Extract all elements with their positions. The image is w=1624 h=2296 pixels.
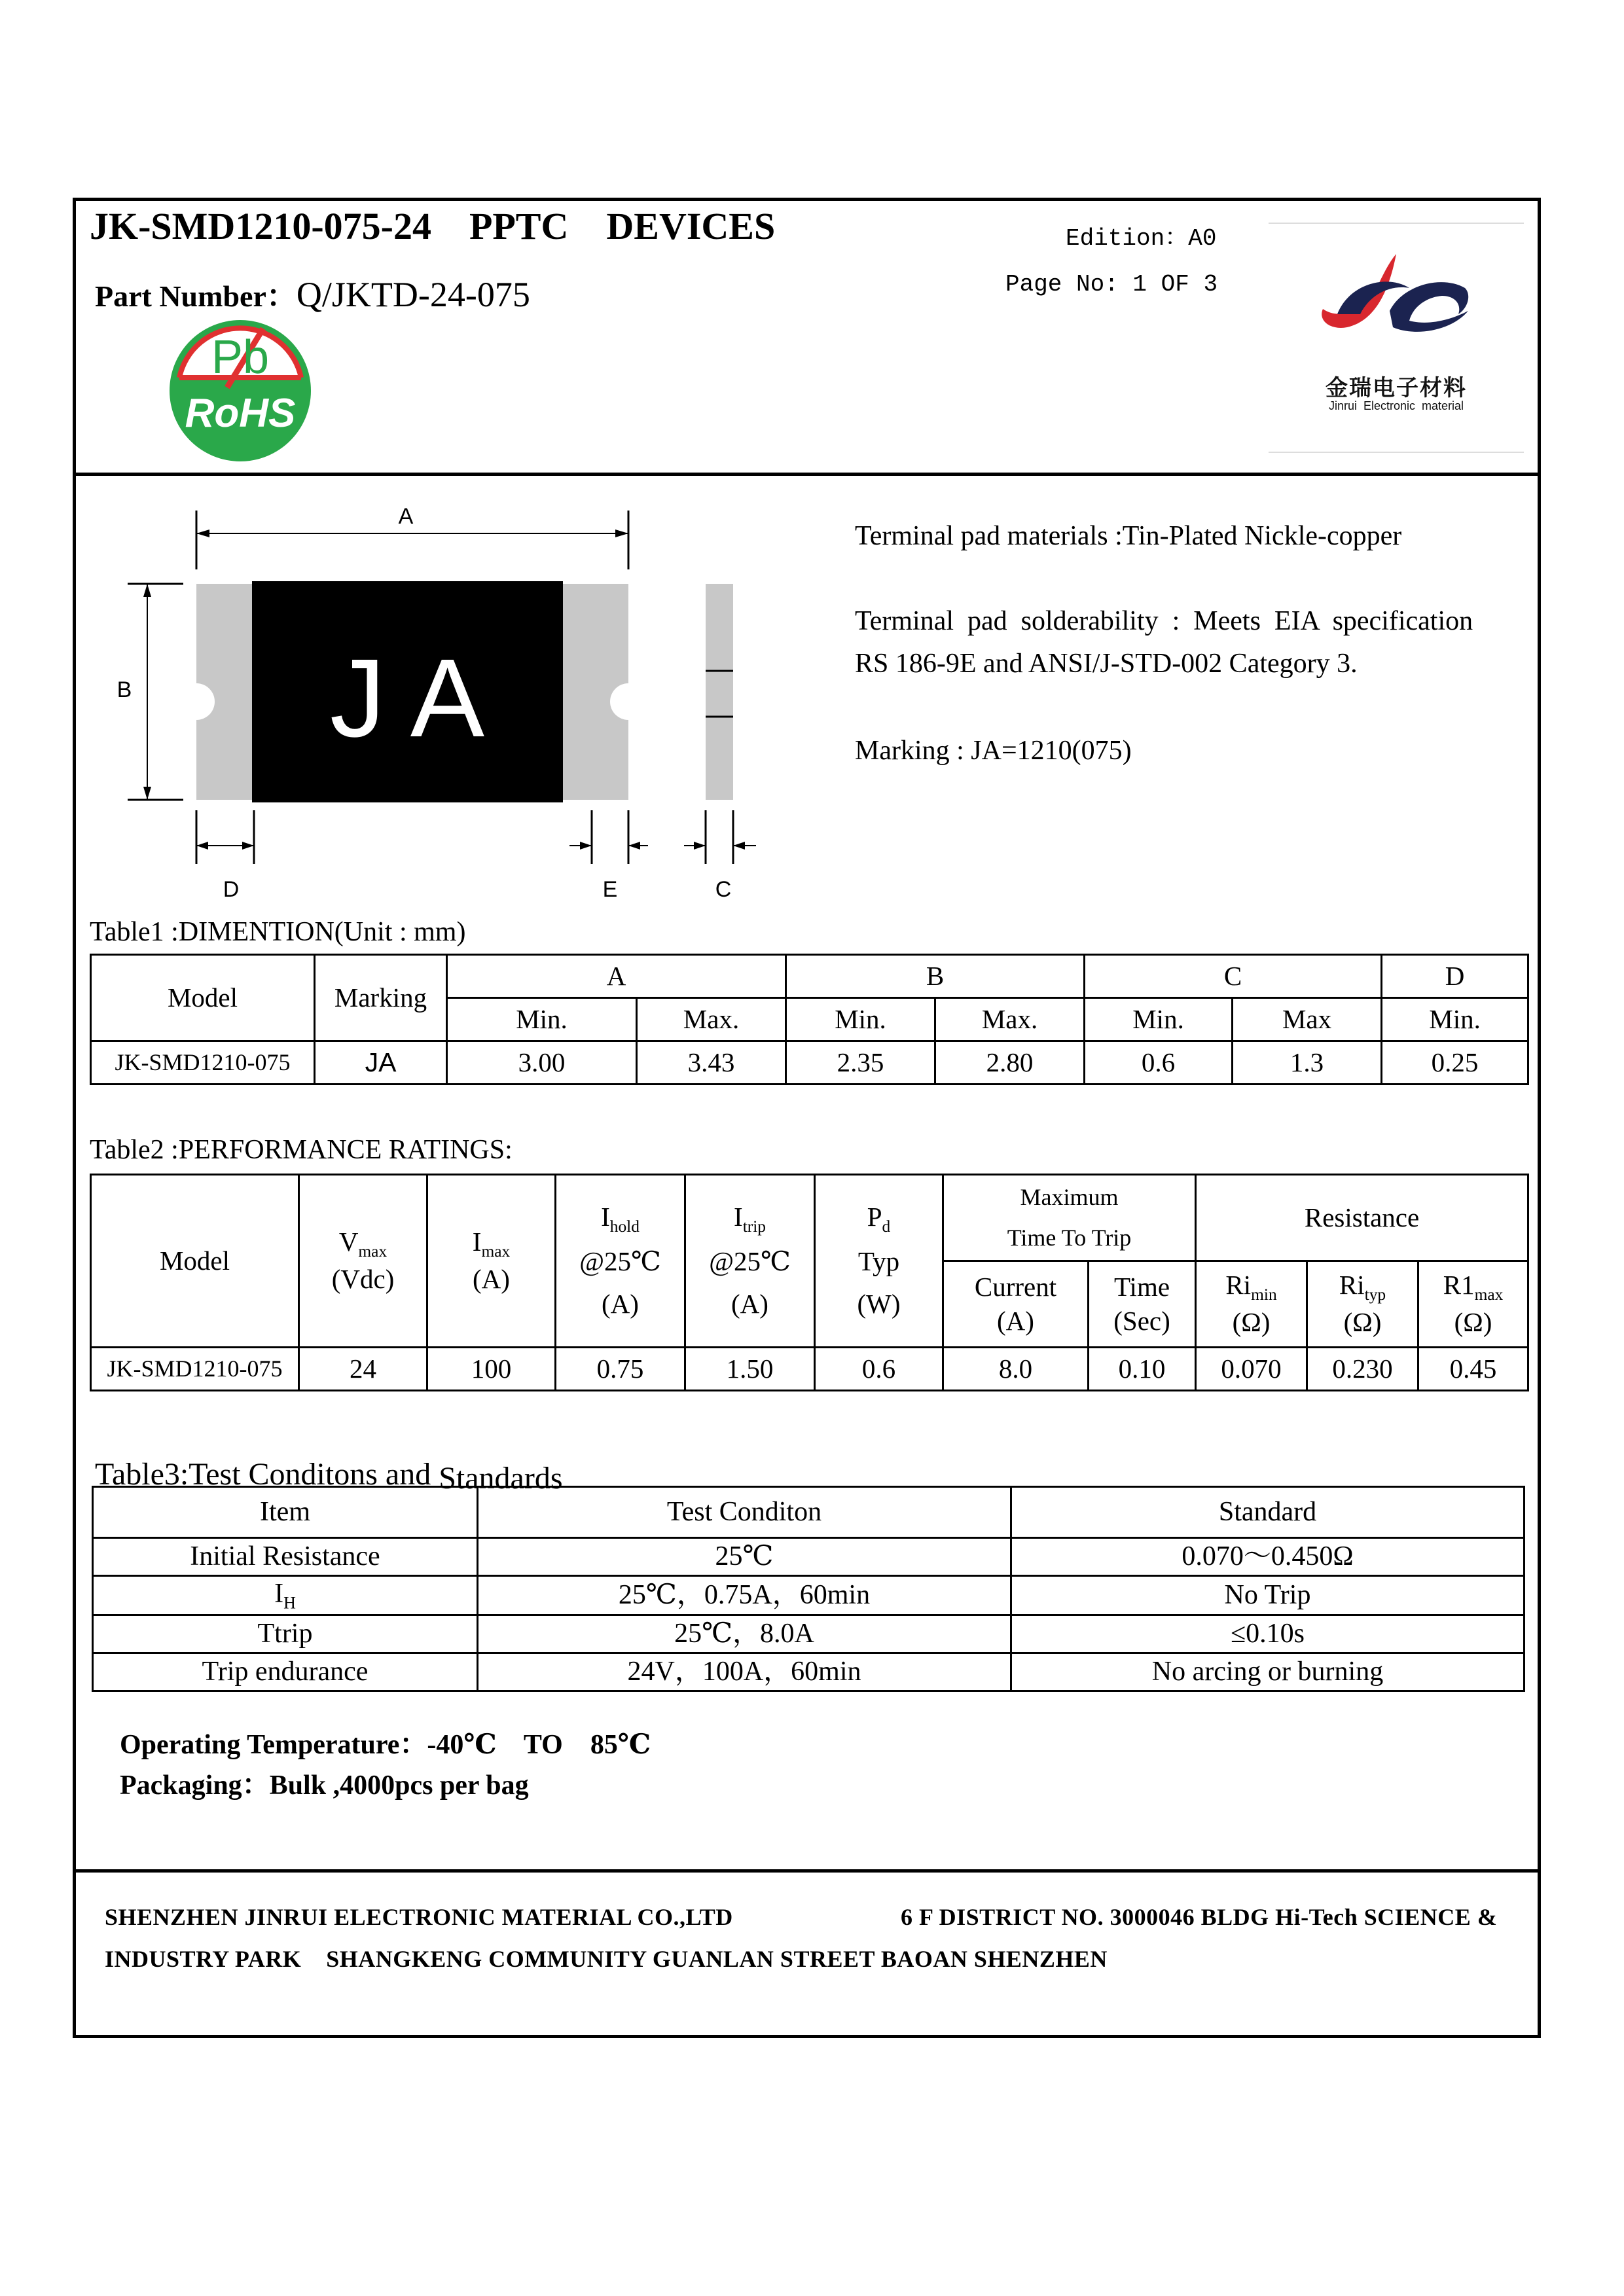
- t2-r1max-unit: (Ω): [1454, 1307, 1492, 1338]
- t2-cell: 0.75: [556, 1348, 685, 1391]
- document-title: JK-SMD1210-075-24 PPTC DEVICES: [90, 205, 776, 247]
- table3-caption-a: Table3:Test Conditons and: [95, 1457, 439, 1492]
- t2-rityp-symbol: Ri: [1339, 1270, 1365, 1300]
- footer-company: SHENZHEN JINRUI ELECTRONIC MATERIAL CO.,LTD: [105, 1904, 733, 1930]
- t3-std: No arcing or burning: [1011, 1653, 1525, 1691]
- t2-current-unit: (A): [997, 1305, 1034, 1336]
- t2-header-resistance: Resistance: [1196, 1175, 1528, 1261]
- t2-header-time: [1089, 1261, 1196, 1348]
- jinrui-emblem-icon: [1311, 249, 1481, 347]
- dim-label-d: D: [223, 877, 240, 902]
- t1-sub-b-max: Max.: [935, 998, 1085, 1041]
- t2-ihold-sub: hold: [609, 1217, 640, 1236]
- page-number: Page No: 1 OF 3: [1005, 271, 1218, 298]
- t1-sub-d-min: Min.: [1382, 998, 1528, 1041]
- t2-pd-symbol: P: [867, 1201, 882, 1232]
- part-number-label: Part Number：: [95, 279, 297, 313]
- footer-divider: [73, 1869, 1541, 1873]
- t2-cell: 0.6: [815, 1348, 943, 1391]
- t2-r1max-sub: max: [1474, 1285, 1504, 1304]
- t3-ih-symbol: I: [274, 1579, 284, 1609]
- t1-cell: 1.3: [1233, 1041, 1382, 1085]
- t3-std: ≤0.10s: [1011, 1615, 1525, 1653]
- t3-item: Initial Resistance: [93, 1538, 478, 1576]
- footer-address-1: 6 F DISTRICT NO. 3000046 BLDG Hi-Tech SCIENCE &: [901, 1904, 1498, 1930]
- t2-header-current: [943, 1261, 1089, 1348]
- operating-temperature: Operating Temperature：-40℃ TO 85℃: [120, 1730, 651, 1760]
- performance-table: [90, 1174, 1529, 1391]
- t3-std: No Trip: [1011, 1576, 1525, 1615]
- header-divider: [73, 473, 1541, 476]
- t2-header-r1max: [1418, 1261, 1528, 1348]
- t1-sub-a-min: Min.: [447, 998, 637, 1041]
- t2-time-label: Time: [1113, 1272, 1170, 1302]
- t1-cell: 0.25: [1382, 1041, 1528, 1085]
- t2-imax-sub: max: [481, 1242, 511, 1261]
- t2-pd-sub: d: [882, 1217, 891, 1236]
- table3-caption-b: Standards: [439, 1461, 563, 1496]
- t2-rimin-symbol: Ri: [1225, 1270, 1252, 1300]
- t2-ihold-unit: (A): [602, 1289, 639, 1319]
- t2-cell: 24: [299, 1348, 427, 1391]
- t2-vmax-symbol: V: [338, 1227, 359, 1257]
- solderability-line2: RS 186-9E and ANSI/J-STD-002 Category 3.: [855, 649, 1358, 679]
- t3-cond: 25℃，8.0A: [478, 1615, 1011, 1653]
- t1-sub-a-max: Max.: [637, 998, 786, 1041]
- t3-cond: 25℃，0.75A，60min: [478, 1576, 1011, 1615]
- t1-header-d: D: [1382, 955, 1528, 998]
- t3-header-standard: Standard: [1011, 1487, 1525, 1538]
- company-logo-en: Jinrui Electronic material: [1328, 399, 1464, 412]
- t1-header-a: A: [447, 955, 786, 998]
- t2-header-model: Model: [91, 1175, 299, 1348]
- t2-ihold-cond: @25℃: [579, 1246, 661, 1276]
- t2-max-ttt-line2: Time To Trip: [1007, 1224, 1132, 1251]
- t2-header-imax: [427, 1175, 556, 1348]
- part-number: [90, 260, 530, 315]
- marking-spec: Marking : JA=1210(075): [855, 736, 1132, 766]
- t2-cell: 0.45: [1418, 1348, 1528, 1391]
- t1-cell: 3.43: [637, 1041, 786, 1085]
- t2-rityp-sub: typ: [1364, 1285, 1386, 1304]
- table-row: [91, 1041, 1528, 1085]
- t1-header-c: C: [1085, 955, 1382, 998]
- t2-header-ihold: [556, 1175, 685, 1348]
- table2-caption: Table2 :PERFORMANCE RATINGS:: [90, 1135, 513, 1165]
- table-row: [91, 1348, 1528, 1391]
- t2-header-itrip: [685, 1175, 815, 1348]
- test-conditions-table: [92, 1486, 1525, 1692]
- t1-cell: 2.80: [935, 1041, 1085, 1085]
- table-row: [93, 1538, 1525, 1576]
- dim-label-b: B: [117, 677, 132, 702]
- rohs-text: RoHS: [185, 391, 296, 436]
- dim-label-c: C: [715, 877, 732, 902]
- t2-itrip-symbol: I: [734, 1201, 743, 1232]
- t2-header-pd: [815, 1175, 943, 1348]
- rohs-pb-text: Pb: [211, 331, 270, 384]
- t2-row-model: JK-SMD1210-075: [91, 1348, 299, 1391]
- t2-header-max-time-to-trip: [943, 1175, 1196, 1261]
- t1-cell: 0.6: [1085, 1041, 1233, 1085]
- t3-header-condition: Test Conditon: [478, 1487, 1011, 1538]
- t2-itrip-cond: @25℃: [709, 1246, 791, 1276]
- t3-item: [93, 1576, 478, 1615]
- t3-cond: 25℃: [478, 1538, 1011, 1576]
- t2-max-ttt-line1: Maximum: [1020, 1184, 1119, 1211]
- t3-ih-sub: H: [283, 1593, 296, 1613]
- dimension-table: [90, 954, 1529, 1085]
- table-row: [93, 1576, 1525, 1615]
- t2-header-rityp: [1307, 1261, 1418, 1348]
- part-number-value: Q/JKTD-24-075: [296, 275, 530, 314]
- edition: Edition：A0: [1066, 225, 1217, 252]
- t2-itrip-unit: (A): [731, 1289, 768, 1319]
- t2-pd-unit: (W): [857, 1289, 901, 1319]
- t3-item: Ttrip: [93, 1615, 478, 1653]
- table-row: [93, 1615, 1525, 1653]
- t1-cell: 2.35: [786, 1041, 935, 1085]
- t2-vmax-unit: (Vdc): [331, 1264, 395, 1295]
- t2-header-rimin: [1196, 1261, 1307, 1348]
- company-logo: [1269, 223, 1524, 453]
- dim-label-e: E: [602, 877, 618, 902]
- t1-row-model: JK-SMD1210-075: [91, 1041, 315, 1085]
- terminal-materials: Terminal pad materials :Tin-Plated Nickle-copper: [855, 521, 1402, 551]
- chip-marking: J A: [329, 636, 485, 761]
- t2-pd-typ: Typ: [857, 1246, 900, 1276]
- t2-cell: 0.070: [1196, 1348, 1307, 1391]
- t2-header-vmax: [299, 1175, 427, 1348]
- t3-std: 0.070～0.450Ω: [1011, 1538, 1525, 1576]
- table1-caption: Table1 :DIMENTION(Unit : mm): [90, 917, 466, 947]
- dim-label-a: A: [398, 504, 414, 529]
- t2-rityp-unit: (Ω): [1343, 1307, 1382, 1338]
- t3-header-item: Item: [93, 1487, 478, 1538]
- t3-cond: 24V，100A，60min: [478, 1653, 1011, 1691]
- t1-row-marking: JA: [315, 1041, 447, 1085]
- t2-cell: 8.0: [943, 1348, 1089, 1391]
- t1-cell: 3.00: [447, 1041, 637, 1085]
- company-logo-cn: 金瑞电子材料: [1326, 376, 1467, 401]
- t2-imax-symbol: I: [472, 1227, 482, 1257]
- t2-imax-unit: (A): [473, 1264, 510, 1295]
- t2-cell: 0.230: [1307, 1348, 1418, 1391]
- t1-header-marking: Marking: [315, 955, 447, 1041]
- t2-cell: 1.50: [685, 1348, 815, 1391]
- table-row: [93, 1653, 1525, 1691]
- solderability-line1: Terminal pad solderability : Meets EIA specification: [855, 606, 1473, 636]
- t2-rimin-sub: min: [1251, 1285, 1277, 1304]
- packaging: Packaging：Bulk ,4000pcs per bag: [120, 1770, 529, 1801]
- t2-rimin-unit: (Ω): [1232, 1307, 1271, 1338]
- t1-sub-c-min: Min.: [1085, 998, 1233, 1041]
- t1-sub-c-max: Max: [1233, 998, 1382, 1041]
- t1-header-b: B: [786, 955, 1085, 998]
- t2-cell: 100: [427, 1348, 556, 1391]
- dimension-drawing: [111, 497, 766, 910]
- t3-item: Trip endurance: [93, 1653, 478, 1691]
- t2-vmax-sub: max: [358, 1242, 388, 1261]
- t1-sub-b-min: Min.: [786, 998, 935, 1041]
- footer-address-2: INDUSTRY PARK SHANGKENG COMMUNITY GUANLAN STREET BAOAN SHENZHEN: [105, 1946, 1108, 1972]
- t2-time-unit: (Sec): [1113, 1305, 1170, 1336]
- t2-current-label: Current: [974, 1272, 1057, 1302]
- t2-cell: 0.10: [1089, 1348, 1196, 1391]
- rohs-logo: [165, 315, 316, 466]
- t2-itrip-sub: trip: [742, 1217, 766, 1236]
- t1-header-model: Model: [91, 955, 315, 1041]
- t2-r1max-symbol: R1: [1443, 1270, 1475, 1300]
- t2-ihold-symbol: I: [601, 1201, 610, 1232]
